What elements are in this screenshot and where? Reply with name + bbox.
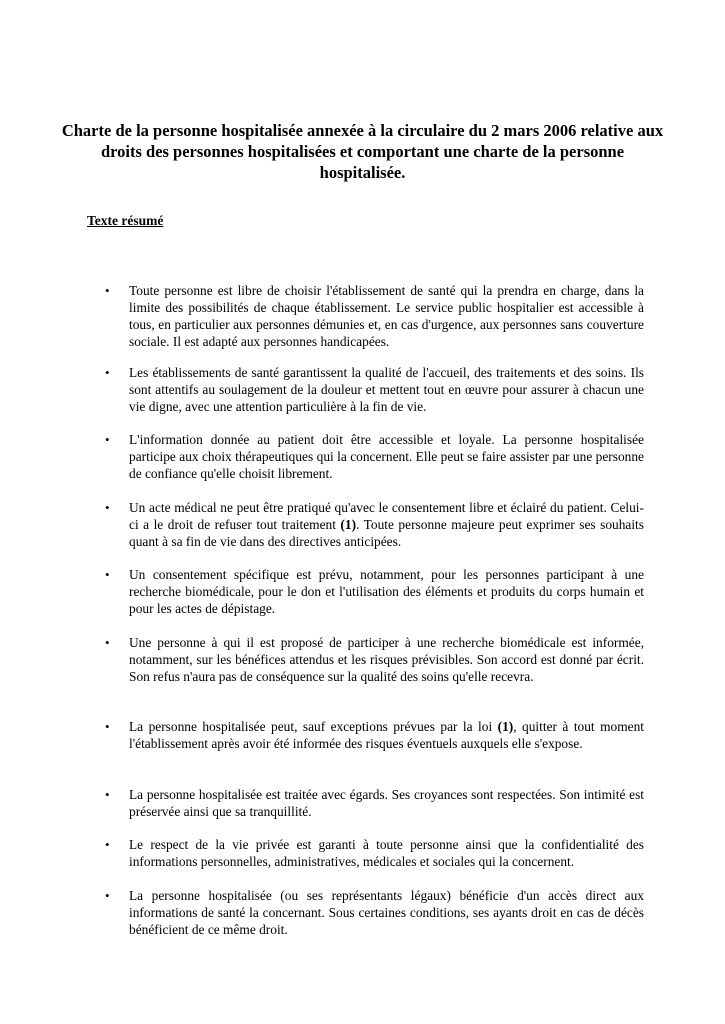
bullet-icon: • [105, 635, 110, 650]
bullet-text: Toute personne est libre de choisir l'établissement de santé qui la prendra en charge, dans la limite des possibilités de chaque établissement. Le service public hospitalier est accessible à tous, en particulier aux personnes démunies et, en cas d'urgence, aux personnes sans couverture sociale. Il est adapté aux personnes handicapées. [129, 283, 644, 349]
bullet-text [129, 718, 644, 752]
bullet-icon: • [105, 500, 110, 515]
footnote-reference: (1) [497, 719, 514, 734]
bullet-icon: • [105, 365, 110, 380]
bullet-text: La personne hospitalisée (ou ses représentants légaux) bénéficie d'un accès direct aux informations de santé la concernant. Sous certaines conditions, ses ayants droit en cas de décès bénéficient de ce même droit. [129, 888, 644, 937]
bullet-icon: • [105, 283, 110, 298]
bullet-text: La personne hospitalisée est traitée avec égards. Ses croyances sont respectées. Son intimité est préservée ainsi que sa tranquillité. [129, 787, 644, 819]
bullet-icon: • [105, 432, 110, 447]
section-heading: Texte résumé [87, 213, 164, 228]
bullet-text: Les établissements de santé garantissent la qualité de l'accueil, des traitements et des soins. Ils sont attentifs au soulagement de la douleur et mettent tout en œuvre pour assurer à chacun une vie digne, avec une attention particulière à la fin de vie. [129, 365, 644, 414]
bullet-icon: • [105, 888, 110, 903]
bullet-icon: • [105, 787, 110, 802]
bullet-text [129, 499, 644, 550]
bullet-text: Le respect de la vie privée est garanti à toute personne ainsi que la confidentialité des informations personnelles, administratives, médicales et sociales qui la concernent. [129, 837, 644, 869]
bullet-icon: • [105, 837, 110, 852]
bullet-text: Un consentement spécifique est prévu, notamment, pour les personnes participant à une recherche biomédicale, pour le don et l'utilisation des éléments et produits du corps humain et pour les actes de dépistage. [129, 567, 644, 616]
bullet-text-part: Un acte médical ne peut être pratiqué qu'avec le consentement libre et éclairé du patient. Celui-ci a le droit de refuser tout traitement [129, 500, 644, 532]
footnote-reference: (1) [340, 517, 357, 532]
bullet-text-part: , quitter à tout moment l'établissement après avoir été informée des risques éventuels auxquels elle s'expose. [129, 719, 644, 751]
bullet-icon: • [105, 719, 110, 734]
bullet-text-part: . Toute personne majeure peut exprimer ses souhaits quant à sa fin de vie dans des directives anticipées. [129, 517, 644, 549]
document-title: Charte de la personne hospitalisée annexée à la circulaire du 2 mars 2006 relative aux droits des personnes hospitalisées et comportant une charte de la personne hospitalisée. [61, 121, 664, 182]
bullet-text: Une personne à qui il est proposé de participer à une recherche biomédicale est informée, notamment, sur les bénéfices attendus et les risques prévisibles. Son accord est donné par écrit. Son refus n'aura pas de conséquence sur la qualité des soins qu'elle recevra. [129, 635, 644, 684]
bullet-icon: • [105, 567, 110, 582]
bullet-text: L'information donnée au patient doit être accessible et loyale. La personne hospitalisée participe aux choix thérapeutiques qui la concernent. Elle peut se faire assister par une personne de confiance qu'elle choisit librement. [129, 432, 644, 481]
bullet-text-part: La personne hospitalisée peut, sauf exceptions prévues par la loi [129, 719, 498, 734]
